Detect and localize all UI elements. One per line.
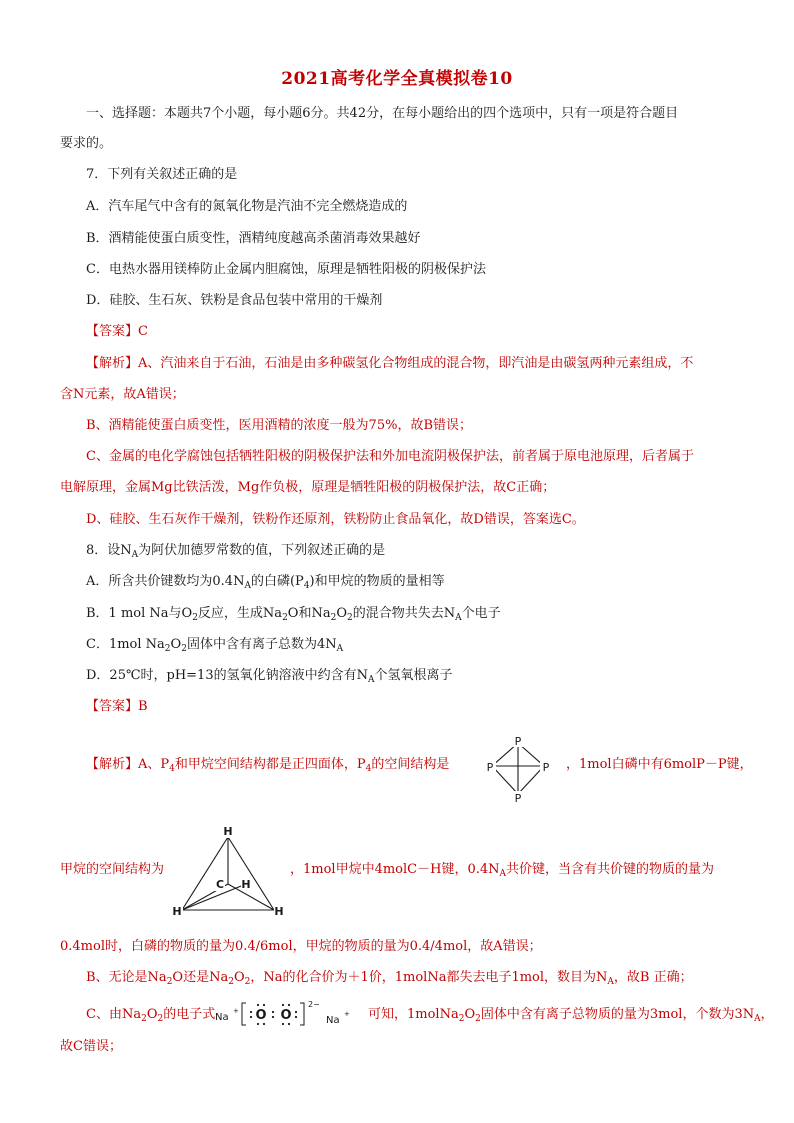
na-ion-label: Na (215, 1012, 229, 1023)
section-intro-line-2: 要求的。 (60, 136, 113, 151)
subscript: 2 (164, 644, 171, 654)
na2o2-electron-formula (214, 998, 364, 1030)
text-run: 反应，生成Na (197, 606, 283, 621)
text-run: )和甲烷的物质的量相等 (309, 574, 445, 589)
text-run: A．所含共价键数均为0.4N (86, 574, 245, 589)
ion-charge: 2− (308, 1000, 320, 1009)
q7-option-a: A．汽车尾气中含有的氮氧化物是汽油不完全燃烧造成的 (86, 199, 408, 214)
answer-value: C (138, 324, 148, 339)
h-atom-label: H (223, 825, 233, 838)
text-run: ，1mol甲烷中4molC－H键，0.4N (290, 862, 500, 877)
q7-analysis-b: B、酒精能使蛋白质变性，医用酒精的浓度一般为75%，故B错误； (86, 418, 473, 433)
q7-analysis-a-line-1 (86, 354, 740, 374)
subscript: 2 (141, 1014, 147, 1024)
text-run: 的电子式 (163, 1007, 216, 1022)
right-bracket (300, 1003, 304, 1025)
text-run: O (464, 1007, 476, 1022)
subscript: A (244, 581, 251, 591)
subscript: 2 (330, 613, 337, 623)
h-atom-label: H (274, 905, 284, 918)
text-run: 8．设N (86, 543, 132, 558)
p-atom-label: P (542, 761, 550, 774)
page-title: 2021高考化学全真模拟卷10 (281, 69, 513, 89)
oxygen-atom-label: O (280, 1008, 292, 1023)
answer-tag: 【答案】 (86, 324, 139, 339)
q8-analysis-c-lead (86, 1005, 216, 1025)
q8-stem (86, 541, 740, 561)
subscript: 2 (347, 613, 353, 623)
text-run: O (146, 1007, 158, 1022)
q7-option-c: C．电热水器用镁棒防止金属内胆腐蚀，原理是牺牲阳极的阴极保护法 (86, 262, 486, 277)
subscript: 2 (244, 977, 251, 987)
q7-answer (86, 322, 740, 342)
q8-analysis-a-line-3: 0.4mol时，白磷的物质的量为0.4/6mol，甲烷的物质的量为0.4/4mol，故A错误； (60, 939, 542, 954)
subscript: 2 (228, 977, 234, 987)
text-run: 的空间结构是 (371, 757, 450, 772)
q8-analysis-a-line-1-tail: ，1mol白磷中有6molP－P键， (566, 757, 753, 772)
subscript: A (607, 977, 614, 987)
text-run: ，故B 正确； (613, 970, 693, 985)
subscript: A (754, 1014, 761, 1024)
subscript: A (499, 869, 506, 879)
c-atom-label: C (215, 878, 225, 891)
h-atom-label: H (241, 878, 251, 891)
text-run: 固体中含有离子总物质的量为3mol，个数为3N (480, 1007, 755, 1022)
text-run: ，Na的化合价为＋1价，1molNa都失去电子1mol，数目为N (250, 970, 608, 985)
q7-option-d: D．硅胶、生石灰、铁粉是食品包装中常用的干燥剂 (86, 293, 383, 308)
subscript: 2 (157, 1014, 164, 1024)
subscript: 4 (169, 764, 175, 774)
analysis-tag: 【解析】 (86, 757, 139, 772)
subscript: A (367, 675, 375, 685)
left-bracket (242, 1003, 246, 1025)
subscript: 2 (181, 644, 187, 654)
text-run: 的白磷(P (250, 574, 304, 589)
plus-charge: + (344, 1010, 350, 1018)
q8-analysis-c-tail (368, 1005, 774, 1025)
text-run: 的混合物共失去N (352, 606, 456, 621)
p-atom-label: P (486, 761, 494, 774)
text-run: 为阿伏加德罗常数的值，下列叙述正确的是 (138, 543, 386, 558)
q7-analysis-a-line-2: 含N元素，故A错误； (60, 387, 185, 402)
text-run: 固体中含有离子总数为4N (186, 637, 337, 652)
q8-option-c (86, 635, 740, 655)
subscript: A (455, 613, 462, 623)
subscript: 2 (166, 977, 173, 987)
ch4-structure-diagram (170, 822, 288, 922)
text-run: ， (760, 1007, 774, 1022)
q8-answer (86, 697, 740, 717)
p-atom-label: P (514, 735, 522, 748)
subscript: 4 (365, 764, 372, 774)
text-run: 可知，1molNa (368, 1007, 459, 1022)
subscript: 2 (475, 1014, 481, 1024)
text-run: B、无论是Na (86, 970, 167, 985)
subscript: 2 (458, 1014, 465, 1024)
answer-value: B (138, 699, 148, 714)
subscript: 4 (303, 581, 310, 591)
p4-structure-diagram (478, 730, 560, 808)
c-h-bond (228, 837, 274, 910)
q7-stem: 7．下列有关叙述正确的是 (86, 167, 238, 182)
q8-analysis-a-line-2-lead: 甲烷的空间结构为 (60, 862, 165, 877)
c-h-bond (182, 837, 228, 910)
q8-analysis-b (86, 968, 740, 988)
analysis-tag: 【解析】 (86, 356, 139, 371)
subscript: 2 (192, 613, 198, 623)
text-run: O (336, 606, 347, 621)
subscript: A (336, 644, 344, 654)
q7-analysis-c-line-1: C、金属的电化学腐蚀包括牺牲阳极的阴极保护法和外加电流阴极保护法，前者属于原电池原理，后者属于 (86, 449, 694, 464)
h-atom-label: H (172, 905, 182, 918)
q7-analysis-d: D、硅胶、生石灰作干燥剂，铁粉作还原剂，铁粉防止食品氧化，故D错误，答案选C。 (86, 512, 585, 527)
q8-option-b (86, 604, 740, 624)
text-run: C．1mol Na (86, 637, 165, 652)
q8-option-d (86, 666, 740, 686)
q7-option-b: B．酒精能使蛋白质变性，酒精纯度越高杀菌消毒效果越好 (86, 231, 421, 246)
plus-charge: + (233, 1007, 239, 1015)
na-ion-label: Na (326, 1015, 340, 1026)
subscript: A (131, 550, 139, 560)
text-run: A、P (138, 757, 170, 772)
oxygen-atom-label: O (255, 1008, 267, 1023)
analysis-text: A、汽油来自于石油，石油是由多种碳氢化合物组成的混合物，即汽油是由碳氢两种元素组成，不 (138, 356, 694, 371)
q8-analysis-c-line-2: 故C错误； (60, 1039, 122, 1054)
text-run: O还是Na (172, 970, 229, 985)
text-run: 个电子 (461, 606, 501, 621)
text-run: D．25℃时，pH=13的氢氧化钠溶液中约含有N (86, 668, 368, 683)
text-run: 共价键，当含有共价键的物质的量为 (506, 862, 715, 877)
text-run: O和Na (287, 606, 331, 621)
text-run: O (170, 637, 182, 652)
q8-option-a (86, 572, 740, 592)
p-atom-label: P (514, 792, 522, 805)
answer-tag: 【答案】 (86, 699, 139, 714)
section-intro-line-1: 一、选择题：本题共7个小题，每小题6分。共42分，在每小题给出的四个选项中，只有一项是符合题目 (86, 106, 679, 121)
q8-analysis-a-line-2-tail (290, 860, 740, 880)
text-run: 个氢氧根离子 (374, 668, 453, 683)
text-run: C、由Na (86, 1007, 142, 1022)
subscript: 2 (282, 613, 288, 623)
q7-analysis-c-line-2: 电解原理，金属Mg比铁活泼，Mg作负极，原理是牺牲阳极的阴极保护法，故C正确； (60, 480, 556, 495)
text-run: B．1 mol Na与O (86, 606, 193, 621)
text-run: 和甲烷空间结构都是正四面体，P (174, 757, 366, 772)
text-run: O (233, 970, 245, 985)
